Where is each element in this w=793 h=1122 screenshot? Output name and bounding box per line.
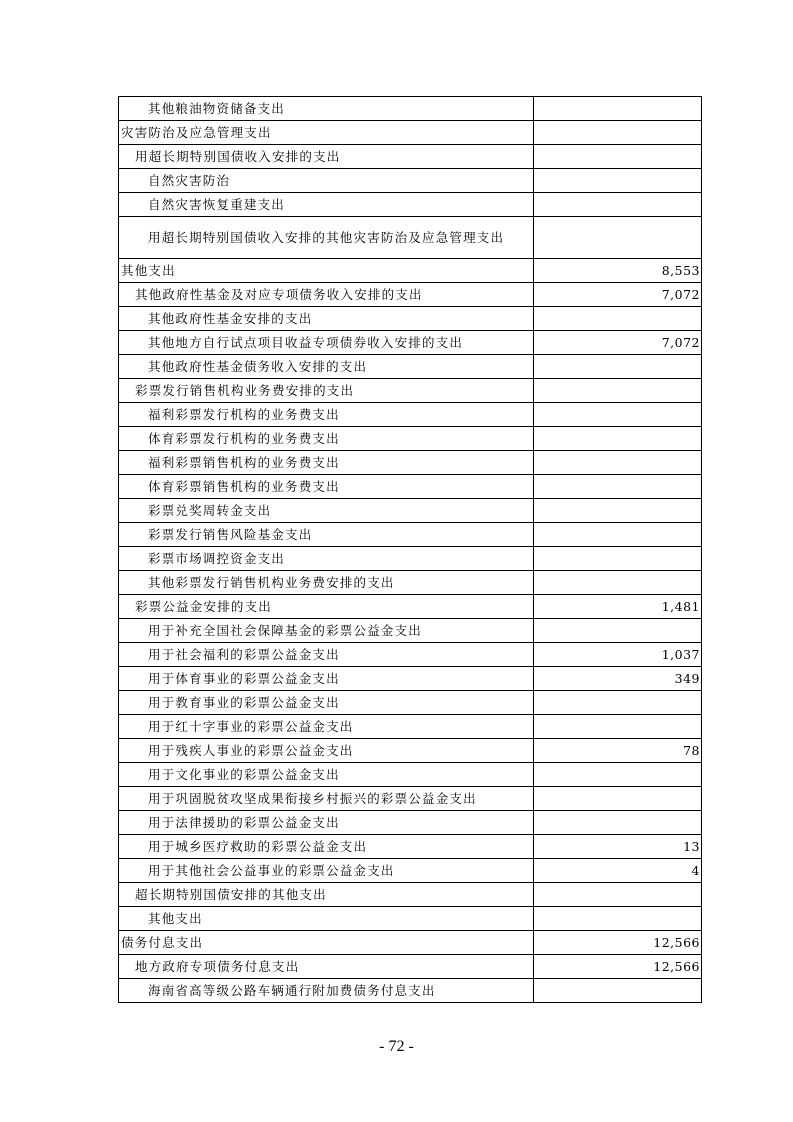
row-value: [534, 217, 702, 259]
row-label: 海南省高等级公路车辆通行附加费债务付息支出: [119, 979, 534, 1003]
row-label: 其他地方自行试点项目收益专项债券收入安排的支出: [119, 331, 534, 355]
row-label: 其他政府性基金债务收入安排的支出: [119, 355, 534, 379]
row-value: [534, 355, 702, 379]
row-value: [534, 691, 702, 715]
table-row: [119, 547, 702, 571]
row-value: [534, 193, 702, 217]
row-value: [534, 715, 702, 739]
row-value: 7,072: [534, 283, 702, 307]
row-value: [534, 907, 702, 931]
row-label: 用超长期特别国债收入安排的支出: [119, 145, 534, 169]
budget-table: [118, 96, 702, 1003]
table-row: [119, 835, 702, 859]
table-row: [119, 403, 702, 427]
row-value: [534, 499, 702, 523]
row-label: 其他支出: [119, 907, 534, 931]
table-row: [119, 379, 702, 403]
row-label: 彩票市场调控资金支出: [119, 547, 534, 571]
table-row: [119, 307, 702, 331]
row-label: 其他政府性基金及对应专项债务收入安排的支出: [119, 283, 534, 307]
row-label: 用于红十字事业的彩票公益金支出: [119, 715, 534, 739]
row-label: 体育彩票销售机构的业务费支出: [119, 475, 534, 499]
row-value: [534, 307, 702, 331]
row-value: [534, 811, 702, 835]
row-value: 78: [534, 739, 702, 763]
table-row: [119, 283, 702, 307]
row-value: 12,566: [534, 955, 702, 979]
row-label: 用于残疾人事业的彩票公益金支出: [119, 739, 534, 763]
row-value: [534, 427, 702, 451]
table-row: [119, 331, 702, 355]
table-row: [119, 643, 702, 667]
table-row: [119, 475, 702, 499]
table-row: [119, 883, 702, 907]
table-row: [119, 811, 702, 835]
table-row: [119, 763, 702, 787]
row-label: 其他政府性基金安排的支出: [119, 307, 534, 331]
table-row: [119, 169, 702, 193]
page-number: - 72 -: [379, 1038, 414, 1055]
table-row: [119, 979, 702, 1003]
row-label: 超长期特别国债安排的其他支出: [119, 883, 534, 907]
row-value: [534, 379, 702, 403]
row-value: [534, 169, 702, 193]
table-row: [119, 907, 702, 931]
row-value: 1,481: [534, 595, 702, 619]
row-label: 福利彩票销售机构的业务费支出: [119, 451, 534, 475]
table-row: [119, 571, 702, 595]
row-label: 用于城乡医疗救助的彩票公益金支出: [119, 835, 534, 859]
table-row: [119, 451, 702, 475]
row-label: 彩票兑奖周转金支出: [119, 499, 534, 523]
row-label: 用于文化事业的彩票公益金支出: [119, 763, 534, 787]
table-row: [119, 667, 702, 691]
row-label: 用于社会福利的彩票公益金支出: [119, 643, 534, 667]
table-row: [119, 121, 702, 145]
table-row: [119, 955, 702, 979]
row-value: 349: [534, 667, 702, 691]
row-label: 其他粮油物资储备支出: [119, 97, 534, 121]
table-row: [119, 427, 702, 451]
table-row: [119, 217, 702, 259]
budget-table-body: [119, 97, 702, 1003]
row-label: 福利彩票发行机构的业务费支出: [119, 403, 534, 427]
table-row: [119, 787, 702, 811]
table-row: [119, 859, 702, 883]
row-value: 13: [534, 835, 702, 859]
row-label: 地方政府专项债务付息支出: [119, 955, 534, 979]
row-value: [534, 547, 702, 571]
row-value: [534, 883, 702, 907]
row-value: 12,566: [534, 931, 702, 955]
row-label: 彩票发行销售风险基金支出: [119, 523, 534, 547]
table-row: [119, 691, 702, 715]
row-label: 彩票发行销售机构业务费安排的支出: [119, 379, 534, 403]
row-value: [534, 121, 702, 145]
table-row: [119, 355, 702, 379]
row-value: [534, 145, 702, 169]
row-label: 自然灾害防治: [119, 169, 534, 193]
table-row: [119, 145, 702, 169]
row-label: 其他彩票发行销售机构业务费安排的支出: [119, 571, 534, 595]
row-label: 用于法律援助的彩票公益金支出: [119, 811, 534, 835]
table-row: [119, 193, 702, 217]
row-label: 用于其他社会公益事业的彩票公益金支出: [119, 859, 534, 883]
row-label: 用超长期特别国债收入安排的其他灾害防治及应急管理支出: [119, 217, 534, 259]
row-value: [534, 571, 702, 595]
table-row: [119, 499, 702, 523]
table-row: [119, 97, 702, 121]
row-value: [534, 763, 702, 787]
table-row: [119, 595, 702, 619]
row-value: 7,072: [534, 331, 702, 355]
row-value: [534, 787, 702, 811]
table-row: [119, 715, 702, 739]
row-label: 其他支出: [119, 259, 534, 283]
row-label: 用于教育事业的彩票公益金支出: [119, 691, 534, 715]
row-value: [534, 475, 702, 499]
row-value: [534, 619, 702, 643]
row-label: 用于巩固脱贫攻坚成果衔接乡村振兴的彩票公益金支出: [119, 787, 534, 811]
row-value: [534, 523, 702, 547]
row-label: 灾害防治及应急管理支出: [119, 121, 534, 145]
row-label: 债务付息支出: [119, 931, 534, 955]
row-value: [534, 97, 702, 121]
table-row: [119, 931, 702, 955]
row-label: 用于体育事业的彩票公益金支出: [119, 667, 534, 691]
row-value: [534, 403, 702, 427]
row-label: 用于补充全国社会保障基金的彩票公益金支出: [119, 619, 534, 643]
row-value: 8,553: [534, 259, 702, 283]
table-row: [119, 739, 702, 763]
row-label: 自然灾害恢复重建支出: [119, 193, 534, 217]
row-label: 体育彩票发行机构的业务费支出: [119, 427, 534, 451]
table-row: [119, 523, 702, 547]
table-row: [119, 259, 702, 283]
row-value: [534, 451, 702, 475]
row-label: 彩票公益金安排的支出: [119, 595, 534, 619]
row-value: [534, 979, 702, 1003]
row-value: 4: [534, 859, 702, 883]
row-value: 1,037: [534, 643, 702, 667]
table-row: [119, 619, 702, 643]
